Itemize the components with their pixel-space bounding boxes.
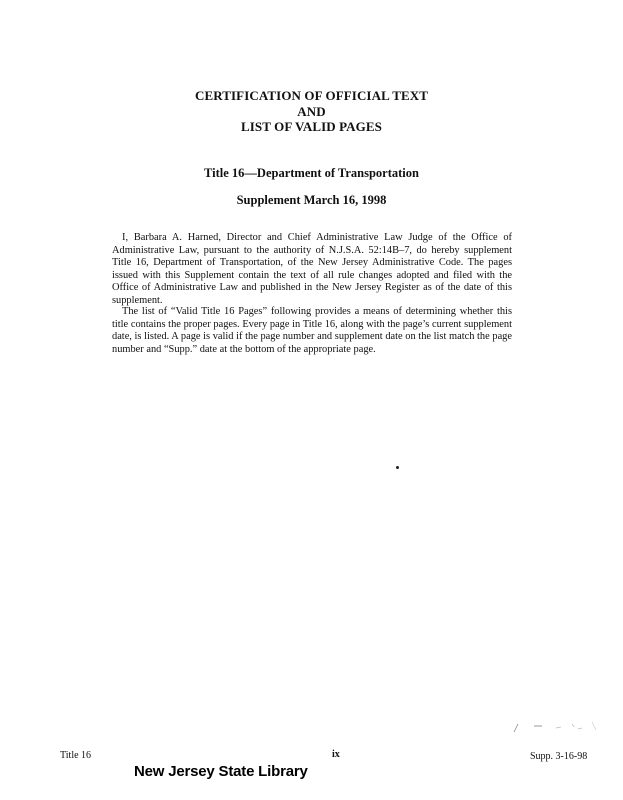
valid-pages-heading: LIST OF VALID PAGES bbox=[241, 119, 382, 134]
supplement-date-heading: Supplement March 16, 1998 bbox=[236, 193, 387, 207]
library-watermark: New Jersey State Library bbox=[134, 763, 308, 780]
certification-heading: CERTIFICATION OF OFFICIAL TEXT bbox=[194, 88, 429, 103]
valid-pages-paragraph: The list of “Valid Title 16 Pages” following provides a means of determining whether this title contains the proper pages. Every page in Title 16, along with the page’s current supplement date, is listed. A page is valid if the page number and supplement date on the list match the page number and “Supp.” date at the bottom of the appropriate page. bbox=[112, 306, 512, 355]
stray-mark bbox=[396, 466, 399, 469]
title-heading: Title 16—Department of Transportation bbox=[204, 166, 419, 180]
scan-artifact-marks bbox=[512, 718, 602, 738]
footer-page-number: ix bbox=[332, 749, 340, 760]
footer-title: Title 16 bbox=[60, 750, 92, 761]
certification-paragraph: I, Barbara A. Harned, Director and Chief Administrative Law Judge of the Office of Administrative Law, pursuant to the authority of N.J.S.A. 52:14B–7, do hereby supplement Title 16, Department of Transportation, of the New Jersey Administrative Code. The pages issued with this Supplement contain the text of all rule changes adopted and filed with the Office of Administrative Law and published in the New Jersey Register as of the date of this supplement. bbox=[112, 232, 512, 306]
footer-supplement-date: Supp. 3-16-98 bbox=[530, 751, 588, 762]
certification-heading-and: AND bbox=[297, 104, 326, 119]
